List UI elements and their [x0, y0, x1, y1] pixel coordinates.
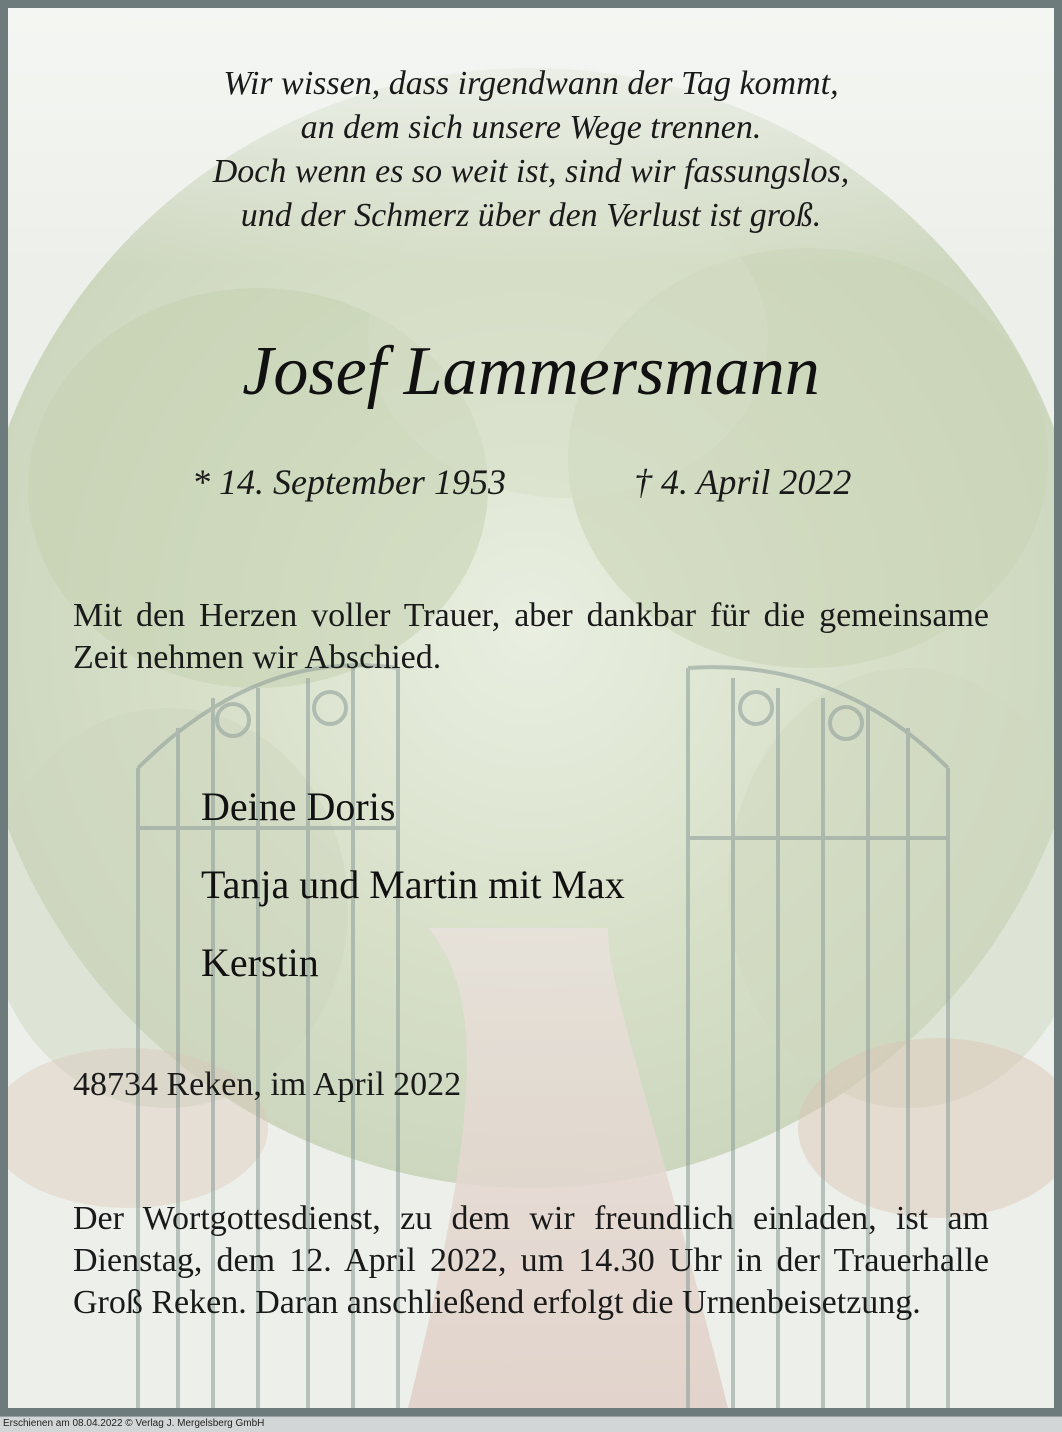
place-and-date: 48734 Reken, im April 2022	[73, 1066, 462, 1103]
poem-line: an dem sich unsere Wege trennen.	[300, 109, 762, 146]
notice-content	[8, 8, 1054, 1408]
memorial-poem	[8, 62, 1054, 238]
farewell-message: Mit den Herzen voller Trauer, aber dankbar für die gemeinsame Zeit nehmen wir Abschied.	[73, 597, 989, 676]
mourners-list	[201, 768, 625, 1002]
mourner-name: Deine Doris	[201, 784, 396, 829]
service-announcement: Der Wortgottesdienst, zu dem wir freundlich einladen, ist am Dienstag, dem 12. April 2022, um 14.30 Uhr in der Trauerhalle Groß Reken. Daran anschließend erfolgt die Urnenbeisetzung.	[73, 1200, 989, 1321]
publication-footer: Erschienen am 08.04.2022 © Verlag J. Mergelsberg GmbH	[0, 1416, 1062, 1432]
deceased-name: Josef Lammersmann	[242, 333, 820, 410]
birth-date: * 14. September 1953	[192, 462, 506, 502]
mourner-name: Kerstin	[201, 940, 319, 985]
poem-line: Doch wenn es so weit ist, sind wir fassungslos,	[212, 153, 850, 190]
death-date: † 4. April 2022	[634, 462, 852, 502]
mourner-name: Tanja und Martin mit Max	[201, 862, 625, 907]
poem-line: und der Schmerz über den Verlust ist groß.	[240, 197, 822, 234]
poem-line: Wir wissen, dass irgendwann der Tag kommt,	[223, 65, 839, 102]
